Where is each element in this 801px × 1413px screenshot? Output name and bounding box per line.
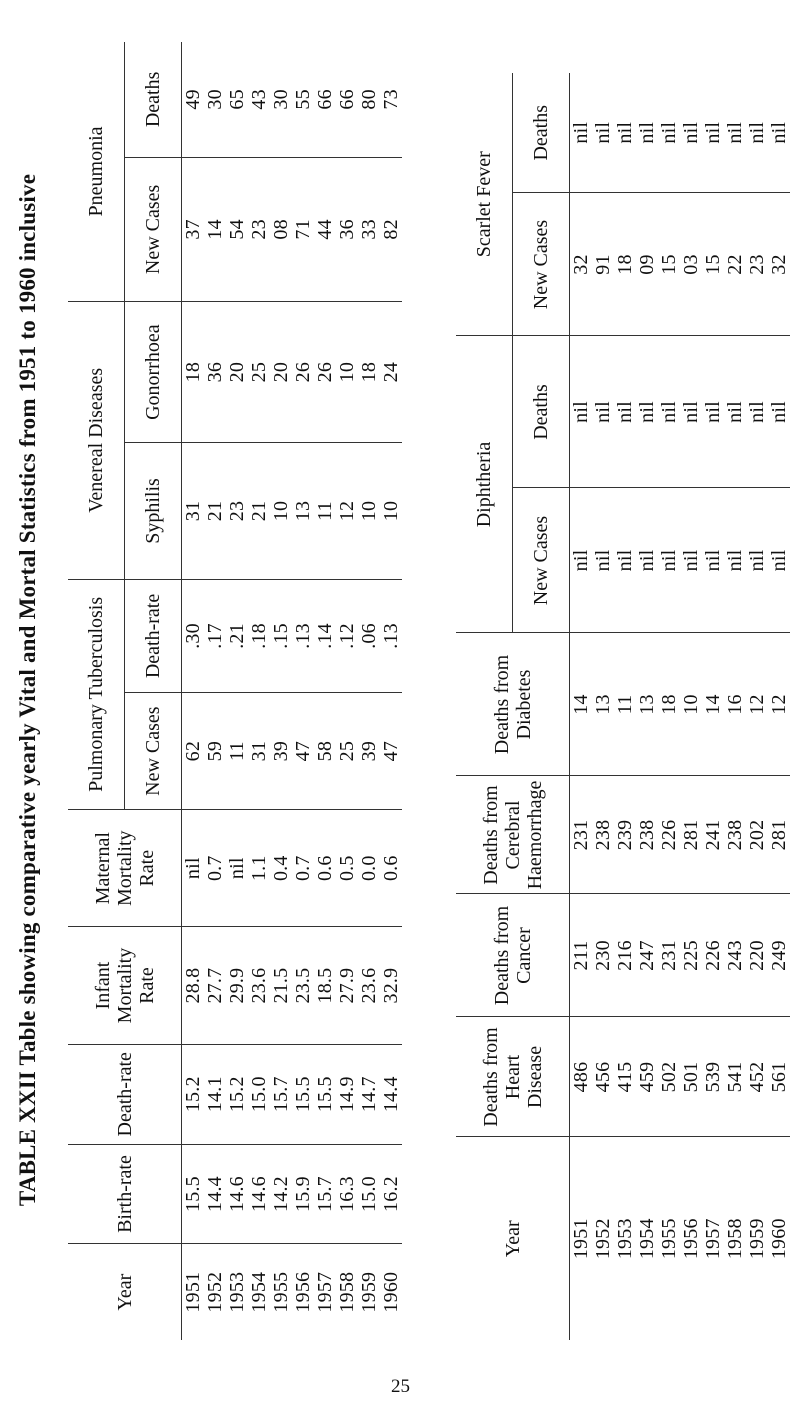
table-cell: 226 bbox=[658, 819, 680, 851]
data-row bbox=[182, 42, 403, 1340]
table-cell: 91 bbox=[592, 254, 614, 275]
table-cell: 23 bbox=[248, 219, 270, 240]
table-cell: 0.0 bbox=[358, 855, 380, 882]
header-pn-new-cases: New Cases bbox=[125, 157, 182, 301]
table-cell: 18 bbox=[182, 361, 204, 383]
table-cell: 20 bbox=[270, 361, 292, 383]
table-cell: nil bbox=[614, 121, 636, 144]
table-cell: 31 bbox=[248, 740, 270, 762]
table-cell: 539 bbox=[702, 1061, 724, 1093]
table-cell: 1956 bbox=[292, 1271, 314, 1313]
table-cell: 14.9 bbox=[336, 1076, 358, 1113]
table-cell: 13 bbox=[636, 694, 658, 715]
table-cell: 80 bbox=[358, 89, 380, 110]
table-cell: 32 bbox=[768, 254, 790, 275]
table-cell: nil bbox=[592, 549, 614, 572]
table-cell: 39 bbox=[358, 740, 380, 762]
col-cancer bbox=[570, 894, 791, 1017]
table-cell: 1953 bbox=[614, 1218, 636, 1260]
header-sf-new-cases: New Cases bbox=[513, 193, 570, 336]
table-cell: 11 bbox=[226, 741, 248, 761]
table-cell: 14 bbox=[570, 694, 592, 715]
header-cerebral-haemorrhage: Deaths from Cerebral Haemorrhage bbox=[456, 776, 570, 894]
table-cell: 14.6 bbox=[226, 1176, 248, 1212]
header-diabetes: Deaths from Diabetes bbox=[456, 633, 570, 776]
table-cell: .12 bbox=[336, 623, 358, 649]
table-cell: 18 bbox=[658, 694, 680, 715]
table-cell: 24 bbox=[380, 361, 402, 383]
col-pn-new-cases bbox=[182, 157, 403, 301]
table-cell: 14.6 bbox=[248, 1176, 270, 1212]
table-cell: 0.5 bbox=[336, 855, 358, 882]
table-cell: 415 bbox=[614, 1061, 636, 1093]
mortality-causes-table bbox=[456, 73, 790, 1340]
col-year bbox=[570, 1137, 791, 1340]
header-year: Year bbox=[501, 1220, 524, 1258]
header-venereal-diseases: Venereal Diseases bbox=[68, 301, 125, 579]
table-cell: 0.4 bbox=[270, 855, 292, 882]
table-cell: 30 bbox=[270, 89, 292, 110]
table-cell: 37 bbox=[182, 219, 204, 240]
table-cell: 14.4 bbox=[204, 1176, 226, 1212]
table-cell: 33 bbox=[358, 219, 380, 240]
table-cell: nil bbox=[592, 121, 614, 144]
header-infant-mortality: Infant Mortality Rate bbox=[68, 927, 182, 1044]
table-cell: 15.7 bbox=[270, 1076, 292, 1113]
table-cell: nil bbox=[658, 121, 680, 144]
table-cell: 30 bbox=[204, 89, 226, 110]
table-cell: 1959 bbox=[358, 1271, 380, 1313]
table-cell: 55 bbox=[292, 89, 314, 110]
table-cell: nil bbox=[680, 121, 702, 144]
table-cell: 82 bbox=[380, 219, 402, 240]
table-cell: .13 bbox=[380, 623, 402, 649]
table-cell: 238 bbox=[592, 819, 614, 851]
table-cell: 1959 bbox=[746, 1218, 768, 1260]
table-cell: 71 bbox=[292, 219, 314, 240]
table-cell: nil bbox=[702, 121, 724, 144]
table-cell: 238 bbox=[724, 819, 746, 851]
table-cell: 73 bbox=[380, 89, 402, 110]
col-sf-deaths bbox=[570, 73, 791, 193]
table-cell: 15.5 bbox=[182, 1176, 204, 1212]
table-cell: nil bbox=[768, 401, 790, 423]
col-heart-disease bbox=[570, 1017, 791, 1137]
col-cerebral-haemorrhage bbox=[570, 776, 791, 894]
header-pulmonary-tuberculosis: Pulmonary Tuberculosis bbox=[68, 579, 125, 809]
table-cell: nil bbox=[658, 549, 680, 572]
header-pn-deaths: Deaths bbox=[125, 42, 182, 157]
table-cell: 31 bbox=[182, 500, 204, 522]
table-cell: 10 bbox=[270, 500, 292, 522]
table-cell: nil bbox=[636, 401, 658, 423]
table-cell: 15.5 bbox=[292, 1076, 314, 1113]
table-cell: 15.0 bbox=[248, 1076, 270, 1113]
table-cell: nil bbox=[702, 549, 724, 572]
table-cell: 20 bbox=[226, 361, 248, 383]
table-cell: 49 bbox=[182, 89, 204, 110]
table-cell: 1960 bbox=[380, 1271, 402, 1313]
table-cell: 1954 bbox=[248, 1271, 270, 1313]
table-cell: 1954 bbox=[636, 1218, 658, 1260]
table-cell: .15 bbox=[270, 623, 292, 649]
table-cell: 231 bbox=[658, 940, 680, 971]
table-cell: 231 bbox=[570, 819, 592, 851]
col-syphilis bbox=[182, 443, 403, 579]
rotated-table-holder bbox=[68, 42, 790, 1340]
table-cell: nil bbox=[570, 549, 592, 572]
table-cell: 1955 bbox=[270, 1271, 292, 1313]
table-cell: 18 bbox=[358, 361, 380, 383]
header-heart-disease: Deaths from Heart Disease bbox=[456, 1017, 570, 1137]
table-cell: 21.5 bbox=[270, 967, 292, 1004]
header-diphtheria: Diphtheria bbox=[456, 336, 513, 633]
table-cell: 220 bbox=[746, 940, 768, 971]
table-cell: 1952 bbox=[592, 1218, 614, 1260]
table-cell: 14.7 bbox=[358, 1076, 380, 1113]
table-cell: nil bbox=[614, 401, 636, 423]
table-cell: nil bbox=[658, 401, 680, 423]
col-maternal-mortality bbox=[182, 810, 403, 927]
table-cell: 1957 bbox=[314, 1271, 336, 1313]
table-cell: 15 bbox=[702, 254, 724, 275]
header-row-groups bbox=[456, 73, 513, 1340]
table-cell: 47 bbox=[292, 740, 314, 762]
table-cell: 243 bbox=[724, 940, 746, 971]
table-cell: 36 bbox=[336, 219, 358, 240]
table-cell: 23.5 bbox=[292, 967, 314, 1004]
page-number: 25 bbox=[391, 1376, 410, 1397]
col-year bbox=[182, 1244, 403, 1340]
table-cell: 225 bbox=[680, 940, 702, 971]
table-cell: 1956 bbox=[680, 1218, 702, 1260]
page-title: TABLE XXII Table showing comparative yearly Vital and Mortal Statistics from 1951 to 1960 inclusive bbox=[15, 173, 40, 1207]
table-cell: 14.4 bbox=[380, 1076, 402, 1113]
table-cell: 47 bbox=[380, 740, 402, 762]
table-cell: 13 bbox=[592, 694, 614, 715]
title-block bbox=[2, 40, 54, 1340]
header-death-rate: Death-rate bbox=[68, 1044, 182, 1144]
table-cell: 561 bbox=[768, 1061, 790, 1093]
table-cell: nil bbox=[724, 549, 746, 572]
col-birth-rate bbox=[182, 1144, 403, 1244]
header-year: Year bbox=[113, 1273, 136, 1311]
table-cell: nil bbox=[614, 549, 636, 572]
table-cell: 14.2 bbox=[270, 1176, 292, 1212]
table-cell: 21 bbox=[248, 500, 270, 522]
col-sf-new-cases bbox=[570, 193, 791, 336]
table-cell: 03 bbox=[680, 254, 702, 275]
table-cell: nil bbox=[592, 401, 614, 423]
header-tb-death-rate: Death-rate bbox=[125, 579, 182, 693]
table-cell: nil bbox=[636, 121, 658, 144]
table-cell: 452 bbox=[746, 1061, 768, 1093]
table-cell: nil bbox=[746, 121, 768, 144]
table-cell: 1951 bbox=[182, 1271, 204, 1313]
table-cell: 10 bbox=[680, 694, 702, 715]
col-tb-new-cases bbox=[182, 693, 403, 810]
table-cell: .13 bbox=[292, 623, 314, 649]
table-cell: nil bbox=[724, 401, 746, 423]
table-cell: 281 bbox=[768, 819, 790, 851]
table-cell: 23 bbox=[226, 500, 248, 522]
table-cell: 10 bbox=[358, 500, 380, 522]
table-cell: 459 bbox=[636, 1061, 658, 1093]
table-cell: .18 bbox=[248, 623, 270, 649]
table-cell: 247 bbox=[636, 940, 658, 971]
col-infant-mortality bbox=[182, 927, 403, 1044]
table-cell: 230 bbox=[592, 940, 614, 971]
table-cell: 15 bbox=[658, 254, 680, 275]
table-cell: 0.7 bbox=[292, 855, 314, 882]
table-cell: 15.2 bbox=[226, 1076, 248, 1113]
header-gonorrhoea: Gonorrhoea bbox=[125, 301, 182, 442]
vital-statistics-table bbox=[68, 42, 402, 1340]
table-cell: 18 bbox=[614, 254, 636, 275]
table-cell: 25 bbox=[248, 361, 270, 383]
table-cell: .06 bbox=[358, 623, 380, 649]
table-cell: 28.8 bbox=[182, 967, 204, 1004]
header-dip-new-cases: New Cases bbox=[513, 488, 570, 633]
table-cell: 32.9 bbox=[380, 967, 402, 1004]
table-cell: 238 bbox=[636, 819, 658, 851]
table-cell: 10 bbox=[380, 500, 402, 522]
table-cell: 27.7 bbox=[204, 967, 226, 1004]
table-cell: 1952 bbox=[204, 1271, 226, 1313]
table-cell: 16.3 bbox=[336, 1176, 358, 1212]
table-cell: 541 bbox=[724, 1061, 746, 1093]
table-cell: 22 bbox=[724, 254, 746, 275]
table-cell: 12 bbox=[336, 500, 358, 522]
table-cell: 16.2 bbox=[380, 1176, 402, 1212]
table-cell: 58 bbox=[314, 740, 336, 762]
table-cell: 32 bbox=[570, 254, 592, 275]
table-cell: 15.9 bbox=[292, 1176, 314, 1212]
table-cell: nil bbox=[182, 857, 204, 880]
table-cell: 501 bbox=[680, 1061, 702, 1093]
col-diabetes bbox=[570, 633, 791, 776]
table-cell: 29.9 bbox=[226, 967, 248, 1004]
header-pneumonia: Pneumonia bbox=[68, 42, 125, 301]
table-cell: 25 bbox=[336, 740, 358, 762]
table-cell: 15.7 bbox=[314, 1176, 336, 1212]
table-cell: 66 bbox=[314, 89, 336, 110]
table-cell: nil bbox=[702, 401, 724, 423]
table-cell: nil bbox=[636, 549, 658, 572]
table-cell: 26 bbox=[314, 361, 336, 383]
table-cell: 14 bbox=[702, 694, 724, 715]
col-dip-deaths bbox=[570, 336, 791, 488]
table-cell: 23.6 bbox=[248, 967, 270, 1004]
table-cell: nil bbox=[226, 857, 248, 880]
table-cell: 15.0 bbox=[358, 1176, 380, 1212]
table-cell: 11 bbox=[614, 694, 636, 715]
header-row-groups bbox=[68, 42, 125, 1340]
table-cell: 23 bbox=[746, 254, 768, 275]
table-cell: .17 bbox=[204, 623, 226, 649]
statistics-tables bbox=[68, 42, 790, 1340]
header-scarlet-fever: Scarlet Fever bbox=[456, 73, 513, 336]
table-cell: 486 bbox=[570, 1061, 592, 1093]
table-cell: 14.1 bbox=[204, 1076, 226, 1113]
table-cell: 202 bbox=[746, 819, 768, 851]
table-cell: 26 bbox=[292, 361, 314, 383]
table-cell: 12 bbox=[746, 694, 768, 715]
table-cell: .30 bbox=[182, 623, 204, 649]
table-cell: 0.6 bbox=[380, 855, 402, 882]
table-cell: 13 bbox=[292, 500, 314, 522]
col-tb-death-rate bbox=[182, 579, 403, 693]
table-cell: 21 bbox=[204, 500, 226, 522]
table-cell: 12 bbox=[768, 694, 790, 715]
table-cell: 1951 bbox=[570, 1218, 592, 1260]
table-cell: 65 bbox=[226, 89, 248, 110]
table-cell: 1960 bbox=[768, 1218, 790, 1260]
table-cell: 54 bbox=[226, 219, 248, 240]
header-dip-deaths: Deaths bbox=[513, 336, 570, 488]
table-cell: 11 bbox=[314, 501, 336, 521]
table-cell: 1958 bbox=[336, 1271, 358, 1313]
header-birth-rate: Birth-rate bbox=[68, 1144, 182, 1244]
header-maternal-mortality: Maternal Mortality Rate bbox=[68, 810, 182, 927]
table-cell: 66 bbox=[336, 89, 358, 110]
table-cell: nil bbox=[680, 549, 702, 572]
table-cell: 09 bbox=[636, 254, 658, 275]
col-pn-deaths bbox=[182, 42, 403, 157]
table-cell: 62 bbox=[182, 740, 204, 762]
table-cell: 1957 bbox=[702, 1218, 724, 1260]
table-cell: nil bbox=[724, 121, 746, 144]
table-cell: 502 bbox=[658, 1061, 680, 1093]
col-gonorrhoea bbox=[182, 301, 403, 442]
table-cell: 211 bbox=[570, 940, 592, 971]
table-cell: 1.1 bbox=[248, 855, 270, 882]
table-cell: 1953 bbox=[226, 1271, 248, 1313]
table-cell: nil bbox=[570, 121, 592, 144]
table-cell: 27.9 bbox=[336, 967, 358, 1004]
header-tb-new-cases: New Cases bbox=[125, 693, 182, 810]
table-cell: 239 bbox=[614, 819, 636, 851]
table-cell: nil bbox=[746, 549, 768, 572]
table-cell: 14 bbox=[204, 219, 226, 240]
table-cell: 44 bbox=[314, 219, 336, 240]
table-cell: 226 bbox=[702, 940, 724, 971]
table-cell: 456 bbox=[592, 1061, 614, 1093]
table-cell: 59 bbox=[204, 740, 226, 762]
table-cell: nil bbox=[570, 401, 592, 423]
table-cell: 241 bbox=[702, 819, 724, 851]
table-cell: 0.6 bbox=[314, 855, 336, 882]
col-dip-new-cases bbox=[570, 488, 791, 633]
header-sf-deaths: Deaths bbox=[513, 73, 570, 193]
table-cell: 16 bbox=[724, 694, 746, 715]
table-cell: 1955 bbox=[658, 1218, 680, 1260]
data-row bbox=[570, 73, 791, 1340]
col-death-rate bbox=[182, 1044, 403, 1144]
table-cell: .14 bbox=[314, 623, 336, 649]
table-cell: 23.6 bbox=[358, 967, 380, 1004]
table-cell: 0.7 bbox=[204, 855, 226, 882]
table-cell: 281 bbox=[680, 819, 702, 851]
table-cell: .21 bbox=[226, 623, 248, 649]
table-cell: 249 bbox=[768, 940, 790, 971]
table-cell: 18.5 bbox=[314, 967, 336, 1004]
header-syphilis: Syphilis bbox=[125, 443, 182, 579]
table-cell: 39 bbox=[270, 740, 292, 762]
table-cell: 1958 bbox=[724, 1218, 746, 1260]
table-cell: nil bbox=[768, 121, 790, 144]
table-cell: 15.2 bbox=[182, 1076, 204, 1113]
table-cell: nil bbox=[746, 401, 768, 423]
table-cell: 10 bbox=[336, 361, 358, 383]
table-cell: 36 bbox=[204, 361, 226, 383]
table-cell: 216 bbox=[614, 940, 636, 971]
table-cell: 08 bbox=[270, 219, 292, 240]
table-cell: nil bbox=[768, 549, 790, 572]
header-cancer: Deaths from Cancer bbox=[456, 894, 570, 1017]
table-cell: 43 bbox=[248, 89, 270, 110]
table-cell: 15.5 bbox=[314, 1076, 336, 1113]
table-cell: nil bbox=[680, 401, 702, 423]
